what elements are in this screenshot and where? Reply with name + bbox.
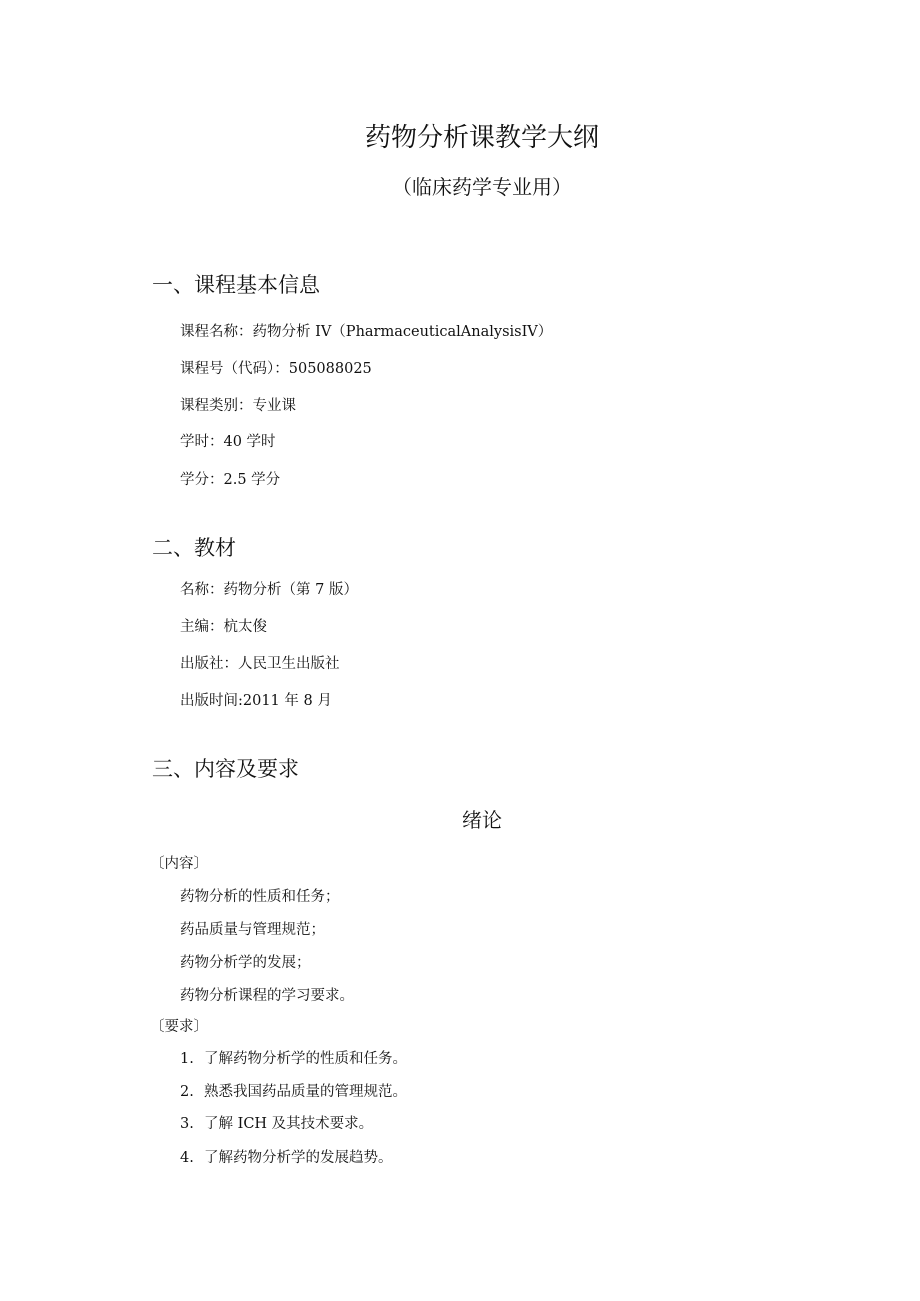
textbook-line: 出版时间:2011 年 8 月 [180, 693, 332, 709]
item-number: 4. [180, 1150, 194, 1166]
item-text: 了解药物分析学的性质和任务。 [204, 1051, 407, 1067]
item-number: 2. [180, 1084, 194, 1100]
content-item: 药物分析学的发展； [180, 955, 311, 971]
info-line: 课程类别：专业课 [180, 398, 296, 414]
section-heading: 一、课程基本信息 [152, 273, 320, 297]
item-text: 熟悉我国药品质量的管理规范。 [204, 1084, 407, 1100]
section-heading: 二、教材 [152, 536, 236, 560]
info-line: 课程号（代码）：505088025 [180, 361, 372, 377]
info-line: 学分：2.5 学分 [180, 472, 281, 488]
textbook-line: 名称：药物分析（第 7 版） [180, 582, 358, 598]
content-item: 药物分析课程的学习要求。 [180, 988, 354, 1004]
item-text: 了解药物分析学的发展趋势。 [204, 1150, 393, 1166]
requirements-label: 〔要求〕 [150, 1019, 208, 1035]
content-label: 〔内容〕 [150, 856, 208, 872]
content-item: 药物分析的性质和任务； [180, 889, 340, 905]
requirement-item [180, 1052, 407, 1067]
info-line: 课程名称：药物分析 IV（PharmaceuticalAnalysisIV） [180, 324, 553, 340]
document-subtitle: （临床药学专业用） [392, 175, 572, 199]
chapter-title: 绪论 [462, 808, 502, 832]
content-item: 药品质量与管理规范； [180, 922, 325, 938]
requirement-item [180, 1151, 393, 1166]
requirement-item [180, 1117, 373, 1132]
item-text: 了解 ICH 及其技术要求。 [204, 1116, 374, 1132]
textbook-line: 出版社：人民卫生出版社 [180, 656, 340, 672]
item-number: 1. [180, 1051, 194, 1067]
section-heading: 三、内容及要求 [152, 757, 299, 781]
item-number: 3. [180, 1116, 194, 1132]
requirement-item [180, 1085, 407, 1100]
document-title: 药物分析课教学大纲 [364, 123, 599, 153]
textbook-line: 主编：杭太俊 [180, 619, 267, 635]
info-line: 学时：40 学时 [180, 434, 276, 450]
